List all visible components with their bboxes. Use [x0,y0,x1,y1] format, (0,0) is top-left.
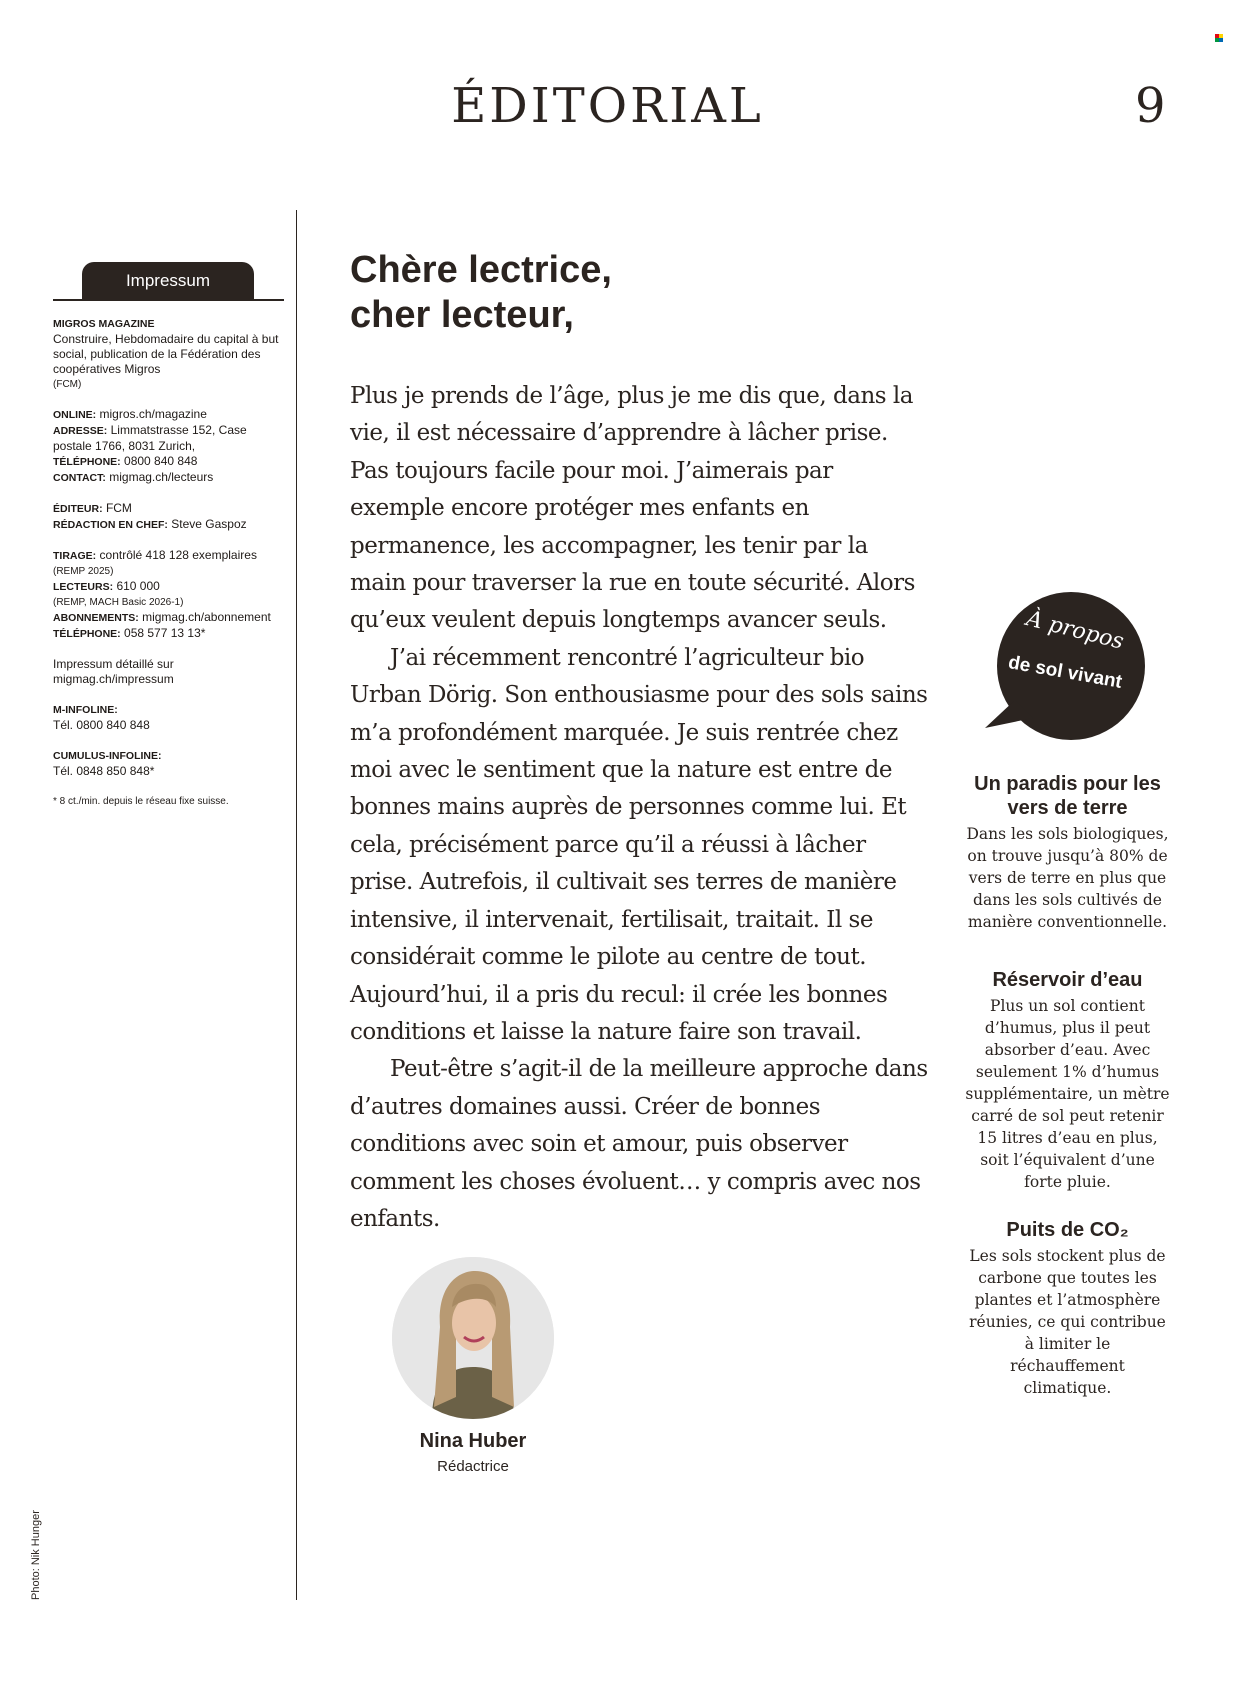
address-value: Limmatstrasse 152, Case postale 1766, 8031 Zurich, [53,423,247,453]
article-paragraph: J’ai récemment rencontré l’agriculteur bio Urban Dörig. Son enthousiasme pour des sols sains m’a profondément marquée. Je suis rentrée chez moi avec le sentiment que la nature est entre de bonnes mains auprès de personnes comme lui. Et cela, précisément parce qu’il a réussi à lâcher prise. Autrefois, il cultivait ses terres de manière intensive, il intervenait, fertilisait, traitait. Il se considérait comme le pilote au centre de tout. Aujourd’hui, il a pris du recul: il crée les bonnes conditions et laisse la nature faire son travail. [350,644,928,1045]
article-headline [350,248,910,338]
publication-name: MIGROS MAGAZINE [53,318,155,330]
circulation-note: (REMP 2025) [53,566,114,577]
publication-desc: Construire, Hebdomadaire du capital à but social, publication de la Fédération des coopératives Migros [53,332,279,376]
address-label: ADRESSE: [53,425,108,437]
readers-note: (REMP, MACH Basic 2026-1) [53,597,184,608]
cumulus-label: CUMULUS-INFOLINE: [53,750,162,762]
article-paragraph: Plus je prends de l’âge, plus je me dis que, dans la vie, il est nécessaire d’apprendre à lâcher prise. Pas toujours facile pour moi. J’aimerais par exemple encore protéger mes enfants en permanence, les accompagner, les tenir par la main pour traverser la rue en toute sécurité. Alors qu’eux veulent depuis longtemps avancer seuls. [350,383,915,634]
cumulus-value: Tél. 0848 850 848* [53,764,155,778]
phone-value: 0800 840 848 [124,454,198,468]
article-body [350,378,930,1238]
sidebar-item-text: Dans les sols biologiques, on trouve jusqu’à 80% de vers de terre en plus que dans les sols cultivés de manière conventionnelle. [966,825,1169,931]
impressum-tab: Impressum [82,262,254,300]
sidebar-item-title: Un paradis pour les vers de terre [974,773,1161,819]
chief-value: Steve Gaspoz [171,517,247,531]
sidebar-item [965,772,1170,933]
subscriptions-value: migmag.ch/abonnement [142,610,271,624]
editor-value: FCM [105,501,132,515]
page-number: 9 [1135,78,1166,134]
headline-line-1: Chère lectrice, [350,249,612,291]
sidebar-item-title: Réservoir d’eau [992,969,1143,991]
author-portrait-image [392,1257,554,1419]
sidebar-item-text: Plus un sol contient d’humus, plus il peut absorber d’eau. Avec seulement 1% d’humus supplémentaire, un mètre carré de sol peut retenir 15 litres d’eau en plus, soit l’équivalent d’une forte pluie. [965,997,1170,1191]
brand-logo-icon [1215,34,1223,42]
sub-phone-label: TÉLÉPHONE: [53,628,121,640]
impressum-detailed: Impressum détaillé sur migmag.ch/impressum [53,657,174,686]
bubble-subtitle: de sol vivant [1006,652,1124,693]
sidebar-item [965,1218,1170,1399]
impressum-block [53,316,285,809]
column-divider [296,210,297,1600]
sidebar-item [965,968,1170,1193]
readers-label: LECTEURS: [53,581,114,593]
author-portrait [392,1257,554,1419]
contact-value: migmag.ch/lecteurs [109,470,214,484]
bubble-title: À propos [1023,606,1127,655]
editor-label: ÉDITEUR: [53,503,103,515]
online-label: ONLINE: [53,409,97,421]
author-name: Nina Huber [419,1430,527,1452]
impressum-rule [53,299,284,301]
publication-abbr: (FCM) [53,379,82,390]
headline-line-2: cher lecteur, [350,294,574,336]
online-value: migros.ch/magazine [99,407,207,421]
circulation-label: TIRAGE: [53,550,97,562]
author-role: Rédactrice [437,1458,509,1475]
minfoline-label: M-INFOLINE: [53,704,118,716]
readers-value: 610 000 [116,579,160,593]
subscriptions-label: ABONNEMENTS: [53,612,139,624]
sub-phone-value: 058 577 13 13* [124,626,206,640]
contact-label: CONTACT: [53,472,106,484]
sidebar-item-title: Puits de CO₂ [1006,1219,1129,1241]
phone-label: TÉLÉPHONE: [53,456,121,468]
photo-credit: Photo: Nik Hunger [30,1510,42,1600]
article-paragraph: Peut-être s’agit-il de la meilleure approche dans d’autres domaines aussi. Créer de bonnes conditions avec soin et amour, puis observer comment les choses évoluent… y compris avec nos enfants. [350,1056,928,1232]
chief-label: RÉDACTION EN CHEF: [53,519,168,531]
sidebar-item-text: Les sols stockent plus de carbone que toutes les plantes et l’atmosphère réunies, ce qui contribue à limiter le réchauffement climatique. [969,1247,1166,1397]
minfoline-value: Tél. 0800 840 848 [53,718,150,732]
section-title: ÉDITORIAL [451,78,764,134]
circulation-value: contrôlé 418 128 exemplaires [99,548,257,562]
impressum-footnote: * 8 ct./min. depuis le réseau fixe suisse. [53,796,229,807]
